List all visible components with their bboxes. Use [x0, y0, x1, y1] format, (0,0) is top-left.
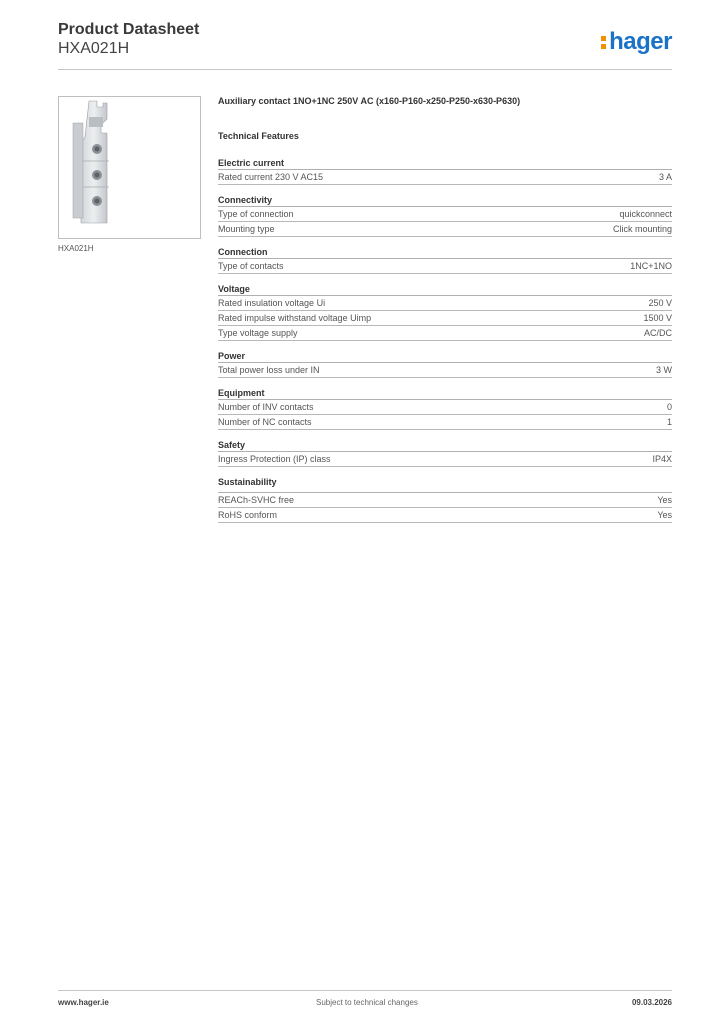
spec-value: Yes: [657, 510, 672, 520]
spec-label: Number of INV contacts: [218, 402, 314, 412]
hager-logo: [601, 28, 672, 56]
spec-content: [218, 96, 672, 533]
page-title: Product Datasheet: [58, 21, 200, 38]
product-image: [58, 96, 201, 239]
section-voltage: [218, 284, 672, 341]
spec-label: RoHS conform: [218, 510, 278, 520]
product-title: Auxiliary contact 1NO+1NC 250V AC (x160-P160-x250-P250-x630-P630): [218, 96, 521, 106]
spec-value: 0: [666, 402, 672, 412]
section-title: Voltage: [218, 284, 672, 296]
spec-row: [218, 508, 672, 523]
section-connectivity: [218, 195, 672, 237]
spec-value: 1NC+1NO: [630, 261, 672, 271]
footer-divider: [58, 990, 672, 991]
spec-row: [218, 452, 672, 467]
header-divider: [58, 69, 672, 70]
spec-row: [218, 296, 672, 311]
spec-row: [218, 170, 672, 185]
spec-value: IP4X: [652, 454, 672, 464]
logo-text: hager: [609, 28, 672, 55]
spec-label: Ingress Protection (IP) class: [218, 454, 331, 464]
spec-value: Yes: [657, 495, 672, 505]
spec-row: [218, 363, 672, 378]
technical-features-heading: Technical Features: [218, 131, 299, 141]
spec-label: REACh-SVHC free: [218, 495, 295, 505]
spec-row: [218, 492, 672, 508]
image-caption: HXA021H: [58, 244, 94, 253]
spec-label: Mounting type: [218, 224, 275, 234]
spec-label: Rated current 230 V AC15: [218, 172, 324, 182]
spec-row: [218, 311, 672, 326]
logo-dots-icon: [601, 33, 606, 52]
spec-value: AC/DC: [643, 328, 672, 338]
spec-value: 250 V: [648, 298, 672, 308]
section-title: Safety: [218, 440, 672, 452]
section-title: Sustainability: [218, 477, 277, 487]
spec-row: [218, 222, 672, 237]
spec-label: Type voltage supply: [218, 328, 298, 338]
spec-row: [218, 400, 672, 415]
footer-date: 09.03.2026: [631, 998, 672, 1007]
spec-value: 3 W: [655, 365, 672, 375]
spec-value: 3 A: [658, 172, 672, 182]
section-title: Power: [218, 351, 672, 363]
spec-value: Click mounting: [612, 224, 672, 234]
spec-label: Type of contacts: [218, 261, 284, 271]
spec-label: Total power loss under IN: [218, 365, 320, 375]
spec-label: Rated insulation voltage Ui: [218, 298, 326, 308]
spec-label: Number of NC contacts: [218, 417, 312, 427]
footer-website: www.hager.ie: [58, 998, 109, 1007]
spec-label: Rated impulse withstand voltage Uimp: [218, 313, 372, 323]
spec-value: 1: [666, 417, 672, 427]
spec-row: [218, 207, 672, 222]
footer-note: Subject to technical changes: [316, 998, 418, 1007]
spec-label: Type of connection: [218, 209, 294, 219]
spec-row: [218, 326, 672, 341]
auxiliary-contact-image-icon: [59, 97, 200, 238]
section-power: [218, 351, 672, 378]
section-equipment: [218, 388, 672, 430]
product-code: HXA021H: [58, 40, 130, 57]
section-connection: [218, 247, 672, 274]
spec-value: 1500 V: [643, 313, 672, 323]
section-safety: [218, 440, 672, 467]
section-electric-current: [218, 158, 672, 185]
spec-value: quickconnect: [619, 209, 672, 219]
spec-row: [218, 259, 672, 274]
section-title: Connection: [218, 247, 672, 259]
section-title: Connectivity: [218, 195, 672, 207]
spec-row: [218, 415, 672, 430]
section-title: Electric current: [218, 158, 672, 170]
section-title: Equipment: [218, 388, 672, 400]
section-sustainability: [218, 477, 672, 523]
